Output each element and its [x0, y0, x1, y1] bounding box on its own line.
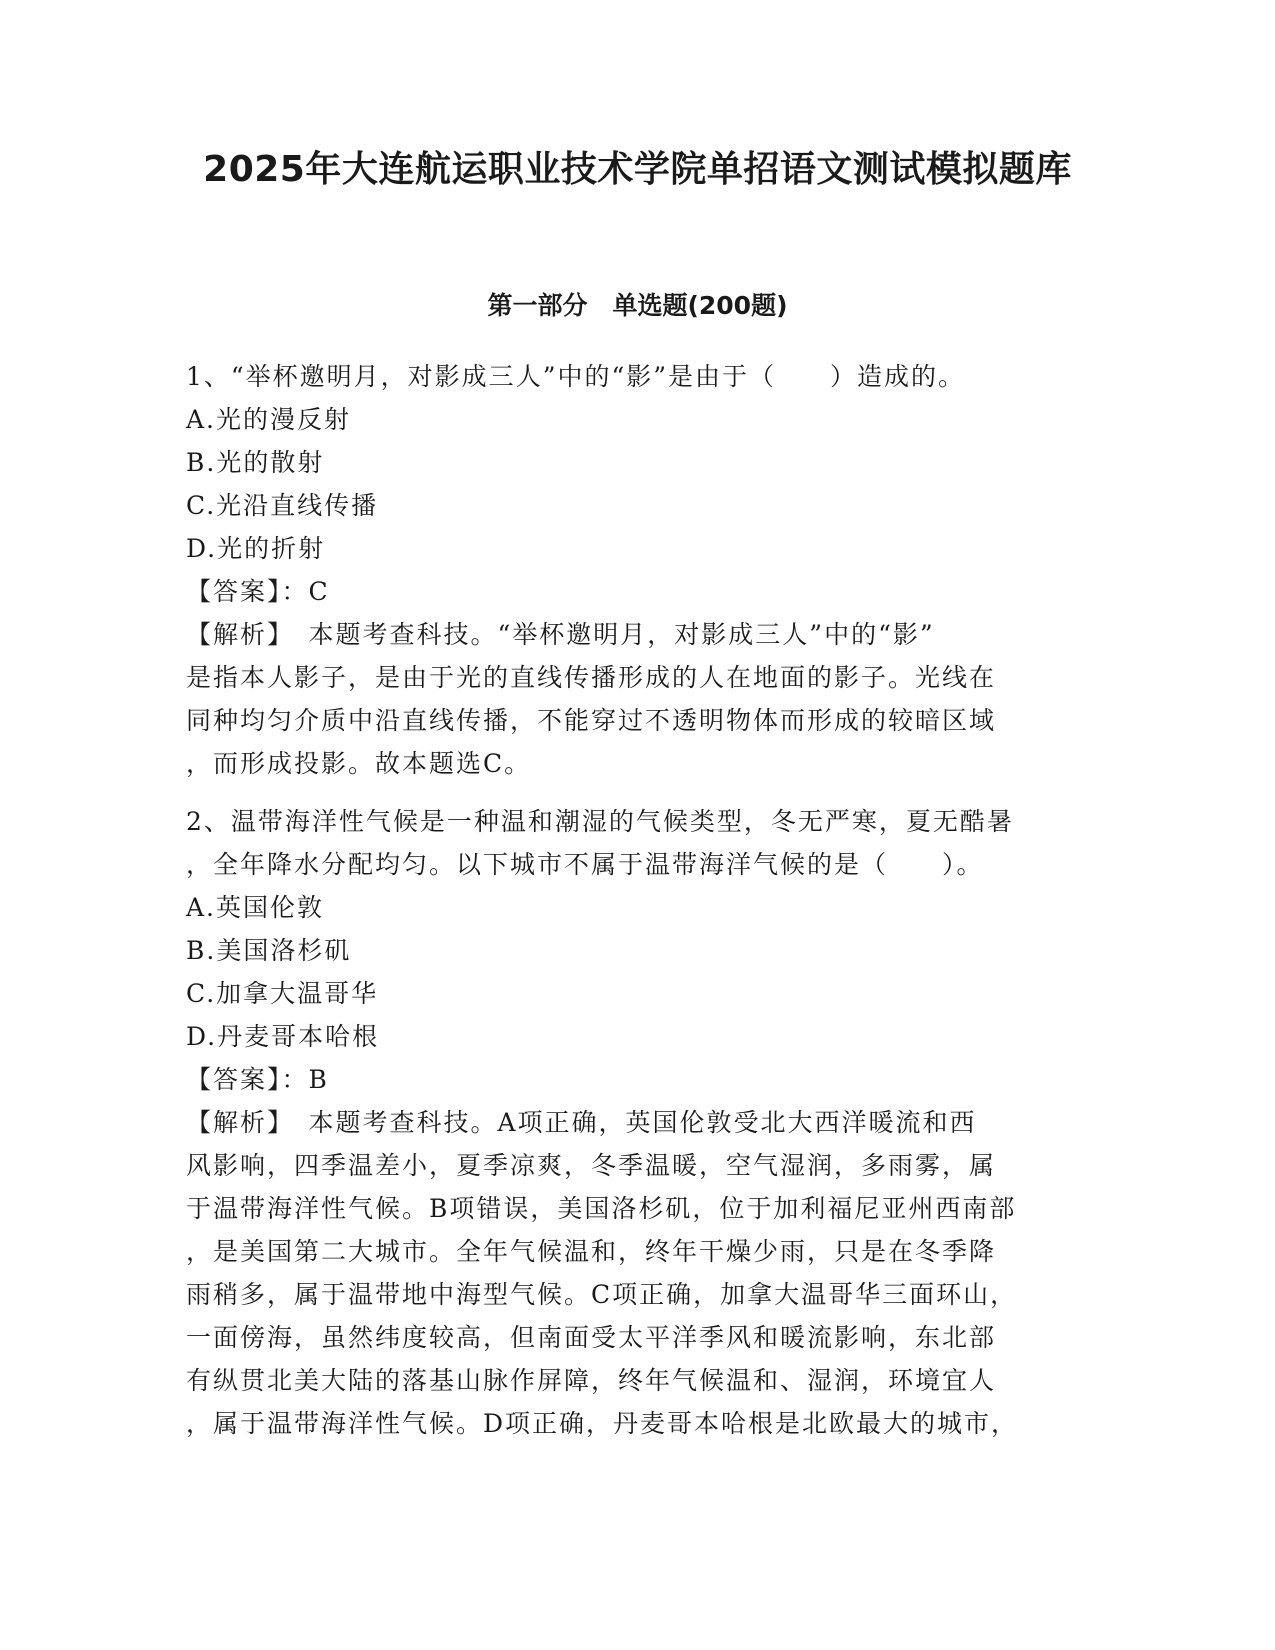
explanation-line: 于温带海洋性气候。B项错误，美国洛杉矶，位于加利福尼亚州西南部 [186, 1194, 1017, 1223]
option-b: B.美国洛杉矶 [186, 936, 352, 965]
explanation-line: ，属于温带海洋性气候。D项正确，丹麦哥本哈根是北欧最大的城市， [186, 1409, 1019, 1438]
option-a: A.光的漫反射 [186, 405, 352, 434]
explanation-line: ，而形成投影。故本题选C。 [186, 749, 532, 778]
question-separator [186, 785, 1076, 800]
explanation-line: ，是美国第二大城市。全年气候温和，终年干燥少雨，只是在冬季降 [186, 1237, 997, 1266]
question-stem: ，全年降水分配均匀。以下城市不属于温带海洋气候的是（ ）。 [186, 850, 984, 879]
explanation-line: 【解析】 本题考查科技。“举杯邀明月，对影成三人”中的“影” [186, 620, 935, 649]
question-list [186, 355, 1076, 1445]
document-title: 2025年大连航运职业技术学院单招语文测试模拟题库 [203, 149, 1072, 190]
question-2 [186, 800, 1076, 1445]
explanation-line: 同种均匀介质中沿直线传播，不能穿过不透明物体而形成的较暗区域 [186, 706, 997, 735]
question-stem: 2、温带海洋性气候是一种温和潮湿的气候类型，冬无严寒，夏无酷暑 [186, 807, 1014, 836]
explanation-line: 风影响，四季温差小，夏季凉爽，冬季温暖，空气湿润，多雨雾，属 [186, 1151, 997, 1180]
answer-line: 【答案】：C [186, 577, 330, 606]
option-c: C.光沿直线传播 [186, 491, 379, 520]
question-1 [186, 355, 1076, 785]
explanation-line: 有纵贯北美大陆的落基山脉作屏障，终年气候温和、湿润，环境宜人 [186, 1366, 997, 1395]
explanation-line: 是指本人影子，是由于光的直线传播形成的人在地面的影子。光线在 [186, 663, 997, 692]
option-d: D.丹麦哥本哈根 [186, 1022, 380, 1051]
option-a: A.英国伦敦 [186, 893, 325, 922]
question-stem: 1、“举杯邀明月，对影成三人”中的“影”是由于（ ）造成的。 [186, 362, 966, 391]
option-c: C.加拿大温哥华 [186, 979, 379, 1008]
section-heading: 第一部分 单选题(200题) [487, 291, 788, 320]
explanation-line: 一面傍海，虽然纬度较高，但南面受太平洋季风和暖流影响，东北部 [186, 1323, 997, 1352]
option-d: D.光的折射 [186, 534, 326, 563]
explanation-line: 【解析】 本题考查科技。A项正确，英国伦敦受北大西洋暖流和西 [186, 1108, 977, 1137]
answer-line: 【答案】：B [186, 1065, 329, 1094]
option-b: B.光的散射 [186, 448, 325, 477]
explanation-line: 雨稍多，属于温带地中海型气候。C项正确，加拿大温哥华三面环山， [186, 1280, 1018, 1309]
